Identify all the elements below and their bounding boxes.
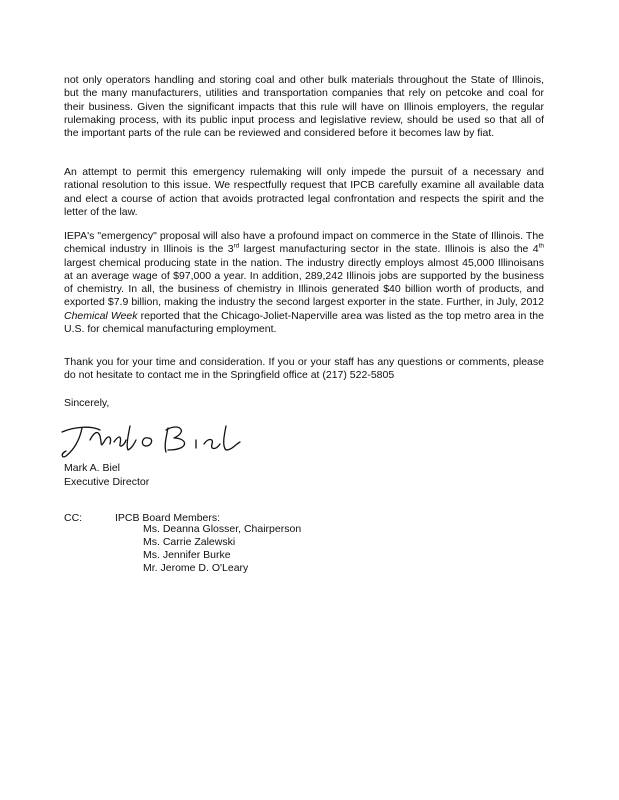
cc-member: Ms. Jennifer Burke: [143, 549, 231, 561]
body-paragraph-3: [64, 230, 544, 336]
body-paragraph-1: not only operators handling and storing coal and other bulk materials throughout the State of Illinois, but the many manufacturers, utilities and transportation companies that rely on petcoke and coal for their business. Given the significant impacts that this rule will have on Illinois employers, the regular rulemaking process, with its public input process and legislative review, should be used so that all of the important parts of the rule can be reviewed and considered before it becomes law by fiat.: [64, 74, 544, 140]
p3-superscript-th: th: [538, 242, 544, 250]
p3-superscript-rd: rd: [233, 242, 240, 250]
closing: Sincerely,: [64, 397, 110, 409]
p3-text-c: largest chemical producing state in the nation. The industry directly employs almost 45,000 Illinoisans at an average wage of $97,000 a year. In addition, 289,242 Illinois jobs are supported by the business of chemistry. In all, the business of chemistry in Illinois generated $40 billion worth of products, and exported $7.9 billion, making the industry the second largest exporter in the state. Further, in July, 2012: [64, 256, 544, 309]
signer-title: Executive Director: [64, 476, 150, 488]
cc-label: CC:: [64, 512, 83, 524]
cc-heading: IPCB Board Members:: [115, 512, 221, 524]
handwritten-signature: [56, 418, 246, 464]
cc-member: Mr. Jerome D. O'Leary: [143, 562, 249, 574]
signer-name: Mark A. Biel: [64, 462, 121, 474]
p3-text-b: largest manufacturing sector in the state. Illinois is also the 4: [239, 243, 539, 256]
body-paragraph-2: An attempt to permit this emergency rulemaking will only impede the pursuit of a necessary and rational resolution to this issue. We respectfully request that IPCB carefully examine all available data and elect a course of action that avoids protracted legal confrontation and respects the spirit and the letter of the law.: [64, 166, 544, 218]
cc-member: Ms. Carrie Zalewski: [143, 536, 236, 548]
publication-name: Chemical Week: [64, 309, 138, 322]
p3-text-a: IEPA's "emergency" proposal will also have a profound impact on commerce in the State of Illinois. The chemical industry in Illinois is the 3: [64, 230, 544, 256]
body-paragraph-4: Thank you for your time and consideration. If you or your staff has any questions or comments, please do not hesitate to contact me in the Springfield office at (217) 522-5805: [64, 356, 544, 382]
cc-member: Ms. Deanna Glosser, Chairperson: [143, 523, 302, 535]
p3-text-d: reported that the Chicago-Joliet-Naperville area was listed as the top metro area in the U.S. for chemical manufacturing employment.: [64, 309, 544, 336]
